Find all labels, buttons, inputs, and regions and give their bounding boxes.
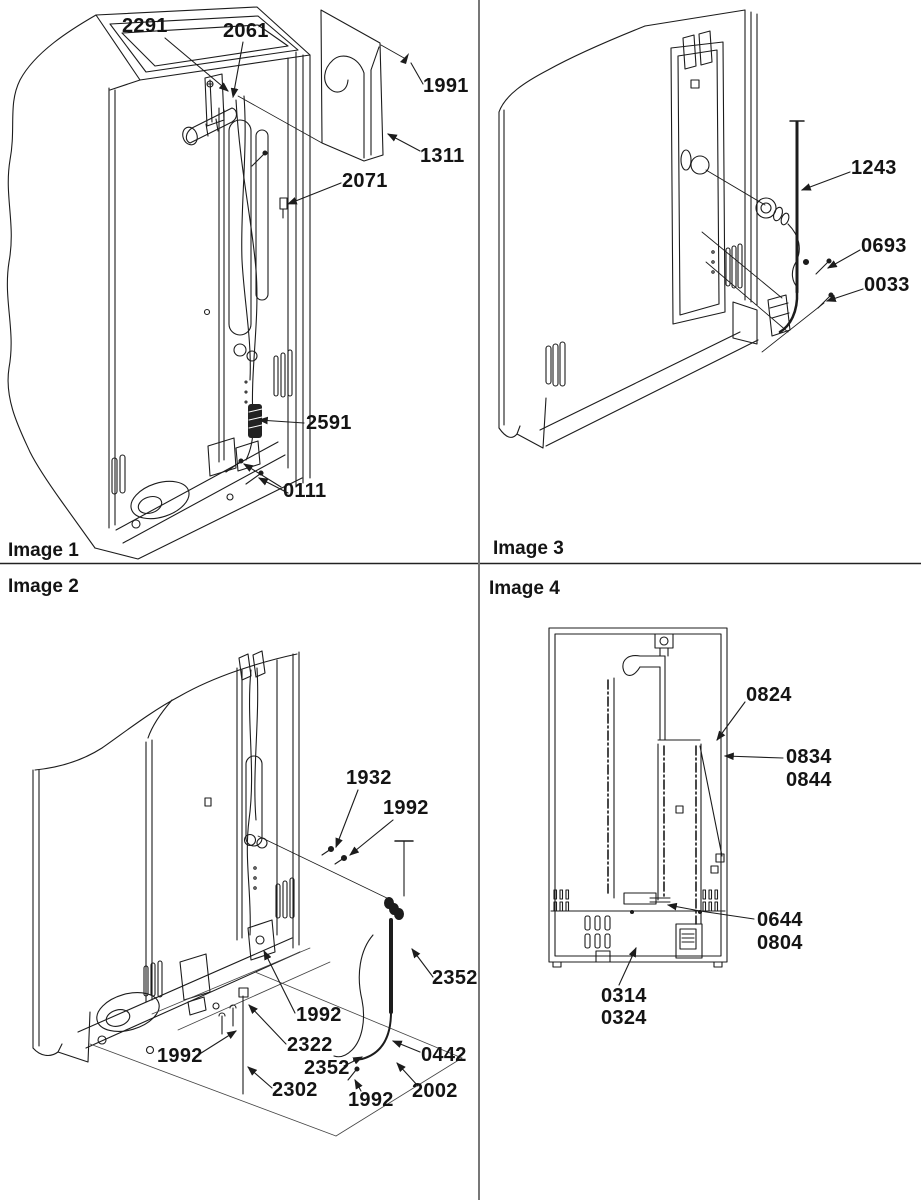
callout-0033: 0033: [864, 274, 910, 296]
callout-2061: 2061: [223, 20, 269, 42]
callout-1992-c: 1992: [157, 1045, 203, 1067]
image2-title: Image 2: [8, 576, 79, 597]
callout-2352-a: 2352: [432, 967, 478, 989]
callout-2322: 2322: [287, 1034, 333, 1056]
callout-2302: 2302: [272, 1079, 318, 1101]
callout-0644: 0644: [757, 909, 803, 931]
callout-0844: 0844: [786, 769, 832, 791]
callout-0111: 0111: [283, 480, 327, 502]
callout-1991: 1991: [423, 75, 469, 97]
callout-1992-b: 1992: [296, 1004, 342, 1026]
image1-drawing: [7, 7, 423, 559]
callout-1992-a: 1992: [383, 797, 429, 819]
callout-2002: 2002: [412, 1080, 458, 1102]
callout-1243: 1243: [851, 157, 897, 179]
callout-0824: 0824: [746, 684, 792, 706]
callout-2291: 2291: [122, 15, 168, 37]
callout-0442: 0442: [421, 1044, 467, 1066]
image2-drawing: [33, 651, 462, 1136]
image3-title: Image 3: [493, 538, 564, 559]
callout-2352-b: 2352: [304, 1057, 350, 1079]
image4-title: Image 4: [489, 578, 560, 599]
callout-1932: 1932: [346, 767, 392, 789]
callout-2071: 2071: [342, 170, 388, 192]
callout-0693: 0693: [861, 235, 907, 257]
callout-0804: 0804: [757, 932, 803, 954]
callout-0324: 0324: [601, 1007, 647, 1029]
callout-1311: 1311: [420, 145, 465, 167]
image1-title: Image 1: [8, 540, 79, 561]
image3-drawing: [499, 10, 863, 448]
callout-2591: 2591: [306, 412, 352, 434]
image4-drawing: [549, 628, 783, 985]
callout-0314: 0314: [601, 985, 647, 1007]
callout-1992-d: 1992: [348, 1089, 394, 1111]
callout-0834: 0834: [786, 746, 832, 768]
